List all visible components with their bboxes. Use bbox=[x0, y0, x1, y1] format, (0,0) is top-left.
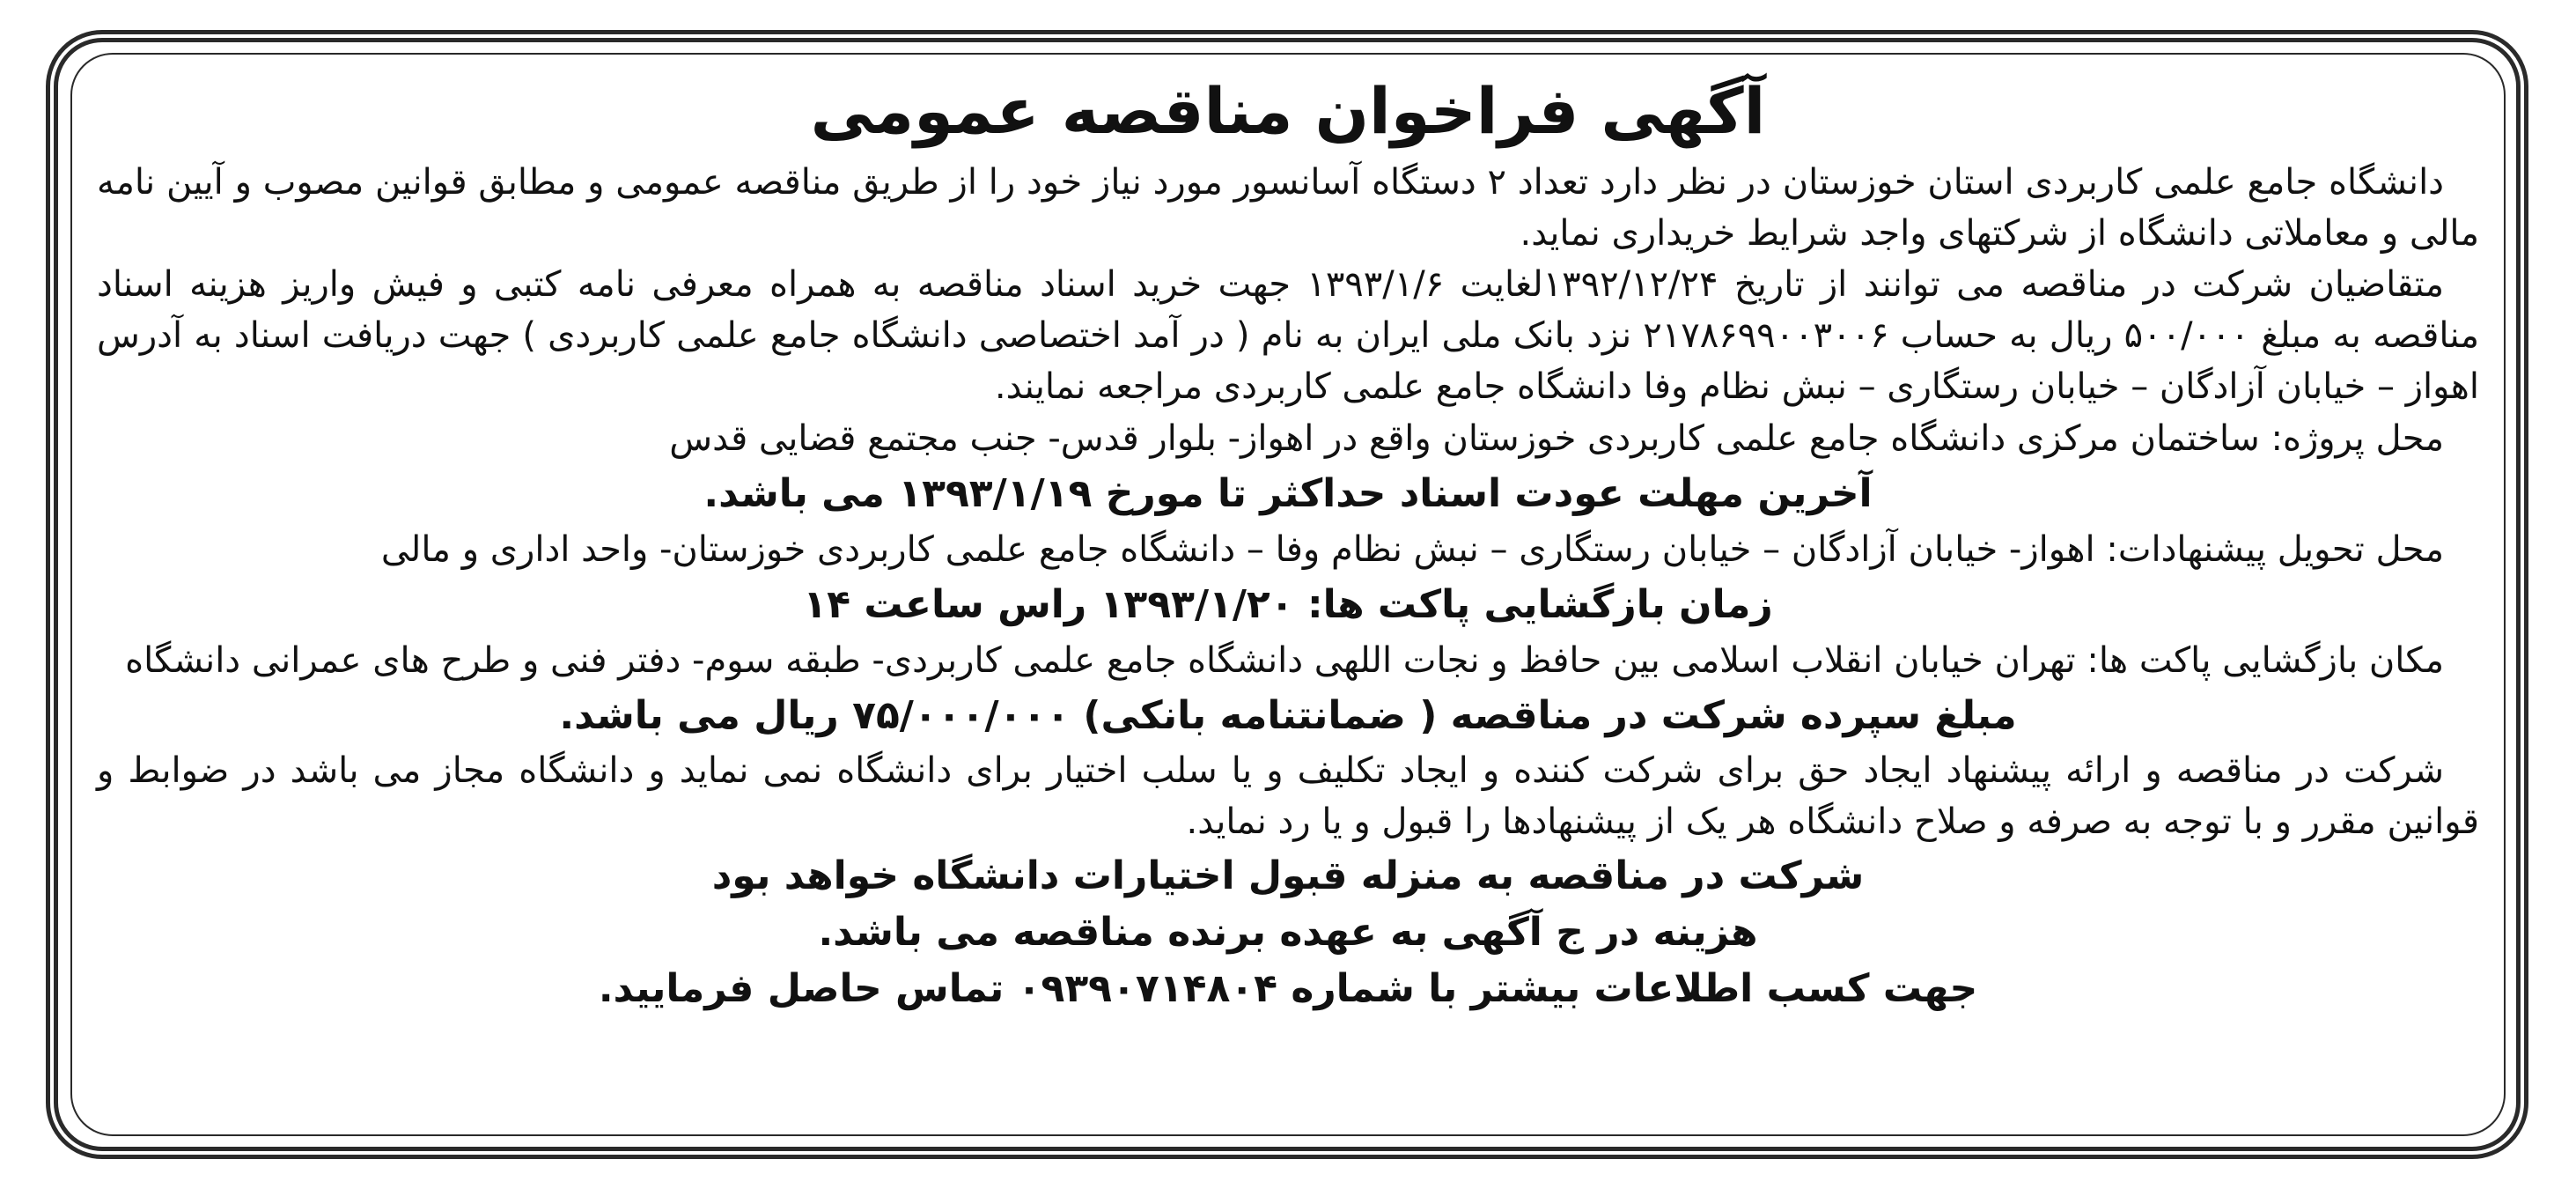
acceptance-note: شرکت در مناقصه به منزله قبول اختیارات دانشگاه خواهد بود bbox=[711, 853, 1865, 898]
project-location: محل پروژه: ساختمان مرکزی دانشگاه جامع علمی کاربردی خوزستان واقع در اهواز- بلوار قدس- جنب مجتمع قضایی قدس bbox=[669, 418, 2444, 459]
delivery-location: محل تحویل پیشنهادات: اهواز- خیابان آزادگان – خیابان رستگاری – نبش نظام وفا – دانشگاه جامع علمی کاربردی خوزستان- واحد اداری و مالی bbox=[380, 529, 2444, 570]
contact-note: جهت کسب اطلاعات بیشتر با شماره ۰۹۳۹۰۷۱۴۸۰۴ تماس حاصل فرمایید. bbox=[598, 966, 1978, 1011]
notice-title: آگهی فراخوان مناقصه عمومی bbox=[810, 74, 1766, 148]
notice-body bbox=[97, 69, 2479, 1126]
opening-time: زمان بازگشایی پاکت ها: ۱۳۹۳/۱/۲۰ راس ساعت ۱۴ bbox=[803, 582, 1773, 627]
intro-paragraph: دانشگاه جامع علمی کاربردی استان خوزستان در نظر دارد تعداد ۲ دستگاه آسانسور مورد نیاز خود را از طریق مناقصه عمومی و مطابق قوانین مصوب و آیین نامه مالی و معاملاتی دانشگاه از شرکتهای واجد شرایط خریداری نماید. bbox=[97, 162, 2479, 254]
opening-location: مکان بازگشایی پاکت ها: تهران خیابان انقلاب اسلامی بین حافظ و نجات اللهی دانشگاه جامع علمی کاربردی- طبقه سوم- دفتر فنی و طرح های عمرانی دانشگاه bbox=[125, 640, 2444, 681]
cost-note: هزینه در ج آگهی به عهده برنده مناقصه می باشد. bbox=[818, 910, 1758, 955]
purchase-paragraph: متقاضیان شرکت در مناقصه می توانند از تاریخ ۱۳۹۲/۱۲/۲۴لغایت ۱۳۹۳/۱/۶ جهت خرید اسناد مناقصه به همراه معرفی نامه کتبی و فیش واریز هزینه اسناد مناقصه به مبلغ ۵۰۰/۰۰۰ ریال به حساب ۲۱۷۸۶۹۹۰۰۳۰۰۶ نزد بانک ملی ایران به نام ( در آمد اختصاصی دانشگاه جامع علمی کاربردی ) جهت دریافت اسناد به آدرس اهواز – خیابان آزادگان – خیابان رستگاری – نبش نظام وفا دانشگاه جامع علمی کاربردی مراجعه نمایند. bbox=[97, 264, 2480, 407]
return-deadline: آخرین مهلت عودت اسناد حداکثر تا مورخ ۱۳۹۳/۱/۱۹ می باشد. bbox=[703, 471, 1873, 516]
terms-paragraph: شرکت در مناقصه و ارائه پیشنهاد ایجاد حق برای شرکت کننده و ایجاد تکلیف و یا سلب اختیار برای دانشگاه نمی نماید و دانشگاه مجاز می باشد در ضوابط و قوانین مقرر و با توجه به صرفه و صلاح دانشگاه هر یک از پیشنهادها را قبول و یا رد نماید. bbox=[97, 750, 2479, 842]
deposit-amount: مبلغ سپرده شرکت در مناقصه ( ضمانتنامه بانکی) ۷۵/۰۰۰/۰۰۰ ریال می باشد. bbox=[559, 693, 2017, 738]
